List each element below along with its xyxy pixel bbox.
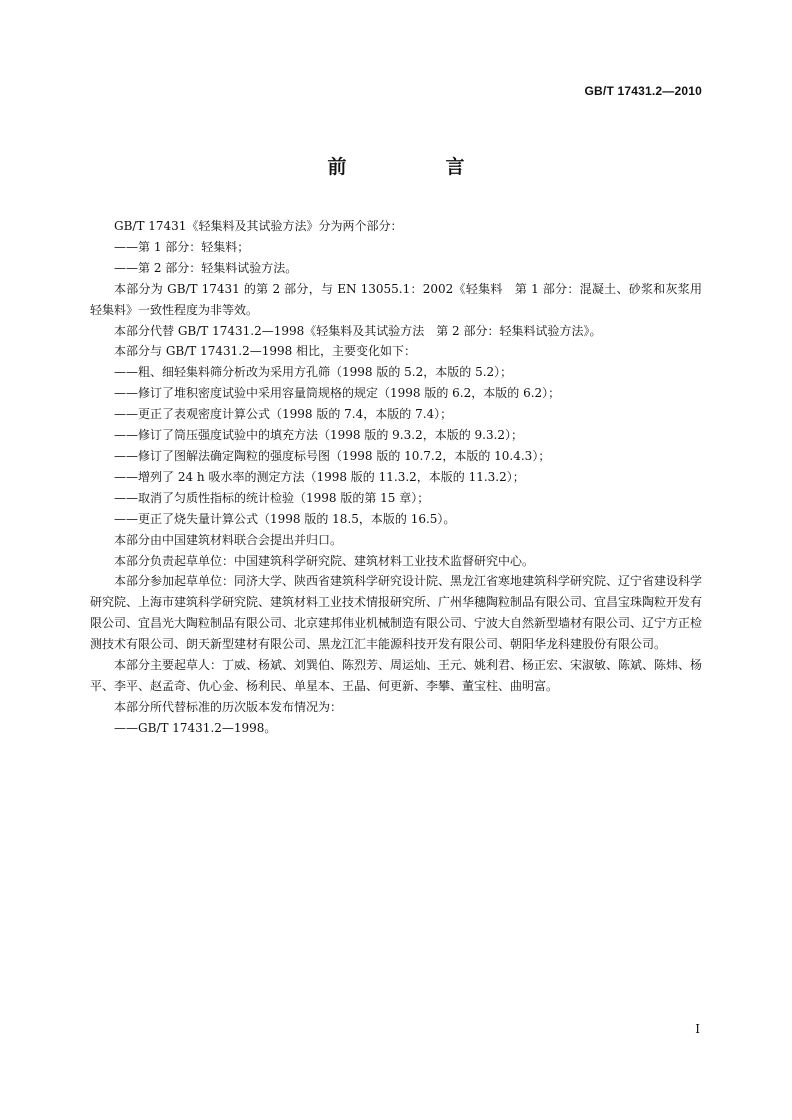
list-item: ——修订了筒压强度试验中的填充方法（1998 版的 9.3.2，本版的 9.3.2）； [114,428,524,443]
page-title: 前 言 [327,156,505,178]
list-item: ——第 2 部分：轻集料试验方法。 [114,260,298,275]
paragraph: 本部分由中国建筑材料联合会提出并归口。 [114,532,343,547]
list-item: ——增列了 24 h 吸水率的测定方法（1998 版的 11.3.2，本版的 11.3.2）； [114,469,525,484]
list-item: ——更正了表观密度计算公式（1998 版的 7.4，本版的 7.4）； [114,407,453,422]
page-number: I [695,1022,700,1036]
foreword-body [90,216,702,739]
paragraph: 本部分负责起草单位：中国建筑科学研究院、建筑材料工业技术监督研究中心。 [114,553,535,568]
paragraph: 本部分代替 GB/T 17431.2—1998《轻集料及其试验方法 第 2 部分：轻集料试验方法》。 [114,323,602,338]
paragraph: GB/T 17431《轻集料及其试验方法》分为两个部分： [114,219,403,233]
paragraph: 本部分为 GB/T 17431 的第 2 部分，与 EN 13055.1：2002《轻集料 第 1 部分：混凝土、砂浆和灰浆用轻集料》一致性程度为非等效。 [90,281,702,317]
paragraph: 本部分参加起草单位：同济大学、陕西省建筑科学研究设计院、黑龙江省寒地建筑科学研究院、辽宁省建设科学研究院、上海市建筑科学研究院、建筑材料工业技术情报研究所、广州华穗陶粒制品有限公司、宜昌宝珠陶粒开发有限公司、宜昌光大陶粒制品有限公司、北京建邦伟业机械制造有限公司、宁波大自然新型墙材有限公司、辽宁方正检测技术有限公司、朗天新型建材有限公司、黑龙江汇丰能源科技开发有限公司、朝阳华龙科建股份有限公司。 [90,574,703,652]
list-item: ——粗、细轻集料筛分析改为采用方孔筛（1998 版的 5.2，本版的 5.2）； [114,365,513,380]
list-item: ——修订了图解法确定陶粒的强度标号图（1998 版的 10.7.2，本版的 10.4.3）； [114,448,551,463]
standard-code-header: GB/T 17431.2—2010 [584,84,702,98]
list-item: ——取消了匀质性指标的统计检验（1998 版的第 15 章）； [114,490,430,505]
paragraph: 本部分所代替标准的历次版本发布情况为： [114,699,343,714]
list-item: ——第 1 部分：轻集料； [114,239,250,254]
list-item: ——修订了堆积密度试验中采用容量筒规格的规定（1998 版的 6.2，本版的 6.2）； [114,386,561,401]
list-item: ——更正了烧失量计算公式（1998 版的 18.5，本版的 16.5）。 [114,511,456,526]
list-item: ——GB/T 17431.2—1998。 [114,720,277,735]
paragraph: 本部分与 GB/T 17431.2—1998 相比，主要变化如下： [114,344,417,359]
paragraph: 本部分主要起草人：丁威、杨斌、刘巽伯、陈烈芳、周运灿、王元、姚利君、杨正宏、宋淑敏、陈斌、陈炜、杨平、李平、赵孟奇、仇心金、杨利民、单星本、王晶、何更新、李攀、董宝柱、曲明富。 [90,658,703,693]
